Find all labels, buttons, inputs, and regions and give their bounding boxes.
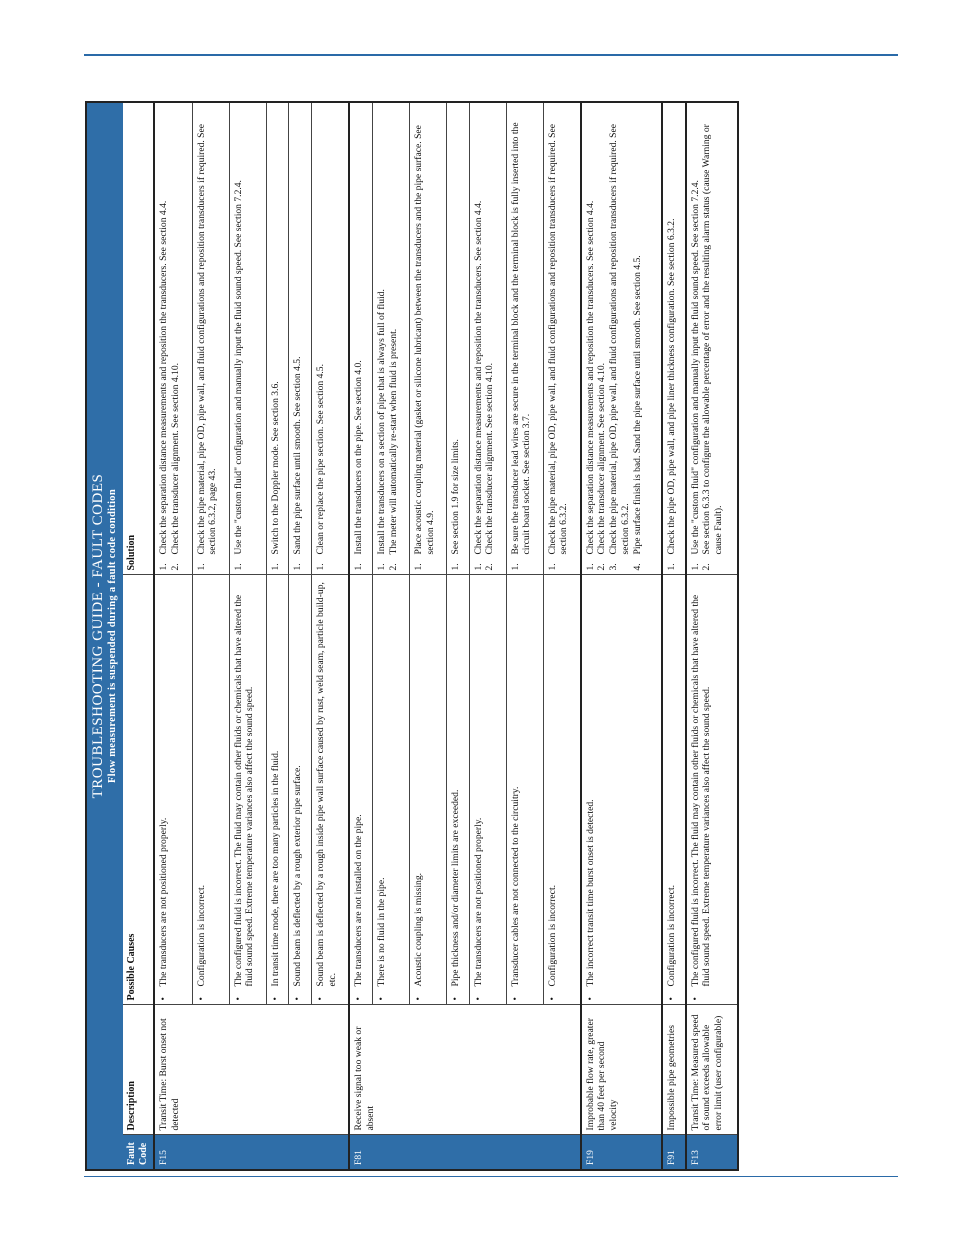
cause-item [510, 580, 522, 1001]
cause-text: The configured fluid is incorrect. The fluid may contain other fluids or chemicals that have altered the fluid sound speed. Extreme temperature variances also affect the sound speed. [232, 594, 256, 987]
possible-cause-cell [229, 575, 266, 1005]
solution-cell [229, 103, 266, 575]
step-number: 1. [546, 563, 558, 571]
step-number: 4. [631, 563, 643, 571]
cause-item [270, 580, 282, 1001]
cause-item [413, 580, 425, 1001]
step-number: 1. [158, 563, 170, 571]
step-number: 1. [232, 563, 244, 571]
solution-step [413, 107, 436, 571]
cause-item [196, 580, 208, 1001]
description-cell: Impossible pipe geometries [662, 1005, 686, 1135]
step-number: 1. [315, 563, 327, 571]
step-text: Sand the pipe surface until smooth. See section 4.5. [292, 356, 304, 555]
cause-item [233, 580, 256, 1001]
possible-cause-cell [312, 575, 350, 1005]
step-number: 2. [484, 563, 496, 571]
step-number: 2. [170, 563, 182, 571]
table-row [581, 103, 662, 1169]
bullet: • [292, 997, 304, 1001]
solution-step [450, 107, 462, 571]
fault-code-cell: F13 [686, 1135, 737, 1169]
step-text: Use the "custom fluid" configuration and manually input the fluid sound speed. See section 7.2.4. [232, 180, 244, 555]
step-number: 1. [292, 563, 304, 571]
table-row [154, 103, 192, 1169]
step-text: See section 6.3.3 to configure the allowable percentage of error and the resulting alarm status (cause Warning or cause Fault). [701, 124, 725, 555]
solution-step [388, 107, 400, 571]
fault-code-cell: F19 [581, 1135, 662, 1169]
cause-text: The transducers are not positioned properly. [472, 817, 484, 987]
bullet: • [689, 997, 701, 1001]
step-number: 1. [195, 563, 207, 571]
possible-cause-cell [543, 575, 581, 1005]
fault-code-cell: F91 [662, 1135, 686, 1169]
solution-cell [154, 103, 192, 575]
cause-text: Sound beam is deflected by a rough inside pipe wall surface caused by rust, weld seam, particle build-up, etc. [315, 582, 338, 987]
cause-text: In transit time mode, there are too many particles in the fluid. [269, 750, 281, 987]
possible-cause-cell [349, 575, 372, 1005]
step-number: 1. [584, 563, 596, 571]
description-cell: Receive signal too weak or absent [349, 1005, 581, 1135]
cause-item [353, 580, 365, 1001]
cause-text: Configuration is incorrect. [665, 884, 677, 987]
table-subtitle: Flow measurement is suspended during a fault code condition [107, 488, 119, 784]
step-number: 1. [509, 563, 521, 571]
cause-text: There is no fluid in the pipe. [375, 877, 387, 987]
step-text: Check the pipe material, pipe OD, pipe wall, and fluid configurations and reposition transducers if required. See section 6.3.2. [546, 123, 570, 555]
header-fault-code: Fault Code [123, 1135, 154, 1169]
cause-item [690, 580, 713, 1001]
step-number: 3. [608, 563, 620, 571]
solution-cell [506, 103, 543, 575]
step-text: Install the transducers on a section of pipe that is always full of fluid. [375, 289, 387, 555]
step-text: The meter will automatically re-start when fluid is present. [387, 328, 399, 555]
cause-item [292, 580, 304, 1001]
description-cell: Improbable flow rate, greater than 40 feet per second velocity [581, 1005, 662, 1135]
solution-step [376, 107, 388, 571]
solution-cell [289, 103, 312, 575]
table-title-row [87, 103, 123, 1169]
solution-step [585, 107, 597, 571]
table-body [154, 103, 737, 1169]
solution-cell [372, 103, 409, 575]
troubleshooting-table [85, 101, 739, 1171]
possible-cause-cell [469, 575, 506, 1005]
step-number: 1. [353, 563, 365, 571]
solution-step [315, 107, 327, 571]
solution-step [510, 107, 533, 571]
solution-step [632, 107, 644, 571]
step-text: Check the separation distance measurements and reposition the transducers. See section 4.4. [472, 200, 484, 555]
solution-step [608, 107, 631, 571]
solution-step [158, 107, 170, 571]
bullet: • [546, 997, 558, 1001]
possible-cause-cell [409, 575, 446, 1005]
step-number: 2. [596, 563, 608, 571]
solution-step [196, 107, 219, 571]
cause-text: Configuration is incorrect. [195, 884, 207, 987]
solution-cell [409, 103, 446, 575]
description-cell: Transit Time: Measured speed of sound exceeds allowable error limit (user configurable) [686, 1005, 737, 1135]
step-text: Use the "custom fluid" configuration and manually input the fluid sound speed. See section 7.2.4. [689, 180, 701, 555]
bullet: • [472, 997, 484, 1001]
step-text: Be sure the transducer lead wires are secure in the terminal block and the terminal block is fully inserted into the circuit board socket. See section 3.7. [509, 122, 533, 555]
bullet: • [232, 997, 244, 1001]
possible-cause-cell [289, 575, 312, 1005]
solution-step [170, 107, 182, 571]
step-number: 1. [449, 563, 461, 571]
step-text: Place acoustic coupling material (gasket or silicone lubricant) between the transducers and the pipe surface. See section 4.9. [412, 125, 436, 555]
solution-cell [266, 103, 289, 575]
table-row [686, 103, 737, 1169]
column-header-row [123, 103, 154, 1169]
bullet: • [665, 997, 677, 1001]
table-title: TROUBLESHOOTING GUIDE - FAULT CODES [90, 473, 106, 799]
step-text: Check the transducer alignment. See section 4.10. [596, 362, 608, 555]
bullet: • [375, 997, 387, 1001]
bullet: • [584, 997, 596, 1001]
solution-step [292, 107, 304, 571]
cause-item [450, 580, 462, 1001]
solution-step [484, 107, 496, 571]
header-description: Description [123, 1005, 154, 1135]
solution-step [353, 107, 365, 571]
step-number: 2. [701, 563, 713, 571]
step-text: Clean or replace the pipe section. See section 4.5. [315, 364, 327, 555]
table-row [349, 103, 372, 1169]
solution-cell [312, 103, 350, 575]
cause-text: Transducer cables are not connected to the circuitry. [509, 786, 521, 987]
cause-text: Pipe thickness and/or diameter limits are exceeded. [449, 789, 461, 987]
step-text: Check the separation distance measurements and reposition the transducers. See section 4.4. [584, 200, 596, 555]
possible-cause-cell [662, 575, 686, 1005]
step-number: 1. [689, 563, 701, 571]
step-text: Install the transducers on the pipe. See section 4.0. [353, 360, 365, 555]
solution-step [233, 107, 245, 571]
step-number: 1. [375, 563, 387, 571]
step-text: Check the pipe material, pipe OD, pipe wall, and fluid configurations and reposition transducers if required. See section 6.3.2. [608, 123, 631, 555]
cause-item [585, 580, 597, 1001]
bullet: • [412, 997, 424, 1001]
step-text: Pipe surface finish is bad. Sand the pipe surface until smooth. See section 4.5. [631, 255, 643, 555]
bullet: • [195, 997, 207, 1001]
solution-cell [192, 103, 229, 575]
possible-cause-cell [372, 575, 409, 1005]
step-number: 1. [472, 563, 484, 571]
solution-step [701, 107, 724, 571]
header-solution: Solution [123, 103, 154, 575]
possible-cause-cell [446, 575, 469, 1005]
cause-item [547, 580, 559, 1001]
fault-code-table [87, 103, 737, 1169]
solution-step [473, 107, 485, 571]
solution-cell [581, 103, 662, 575]
possible-cause-cell [581, 575, 662, 1005]
possible-cause-cell [154, 575, 192, 1005]
possible-cause-cell [266, 575, 289, 1005]
cause-text: Configuration is incorrect. [546, 884, 558, 987]
step-text: Check the separation distance measurements and reposition the transducers. See section 4.4. [158, 200, 170, 555]
solution-step [547, 107, 570, 571]
step-text: Switch to the Doppler mode. See section 3.6. [269, 381, 281, 555]
bullet: • [158, 997, 170, 1001]
cause-text: The incorrect transit time burst onset is detected. [584, 799, 596, 987]
bullet: • [269, 997, 281, 1001]
step-number: 1. [269, 563, 281, 571]
cause-text: The configured fluid is incorrect. The fluid may contain other fluids or chemicals that have altered the fluid sound speed. Extreme temperature variances also affect the sound speed. [689, 594, 713, 987]
step-text: Check the transducer alignment. See section 4.10. [484, 362, 496, 555]
solution-step [690, 107, 702, 571]
header-rule [84, 54, 898, 56]
possible-cause-cell [192, 575, 229, 1005]
table-title-cell [87, 103, 123, 1169]
header-possible-causes: Possible Causes [123, 575, 154, 1005]
possible-cause-cell [686, 575, 737, 1005]
cause-item [376, 580, 388, 1001]
step-number: 1. [412, 563, 424, 571]
cause-item [666, 580, 678, 1001]
step-number: 1. [665, 563, 677, 571]
step-text: Check the transducer alignment. See section 4.10. [170, 362, 182, 555]
fault-code-cell: F81 [349, 1135, 581, 1169]
bullet: • [509, 997, 521, 1001]
cause-text: The transducers are not positioned properly. [158, 817, 170, 987]
solution-step [596, 107, 608, 571]
solution-cell [543, 103, 581, 575]
cause-text: The transducers are not installed on the pipe. [353, 814, 365, 987]
possible-cause-cell [506, 575, 543, 1005]
solution-cell [686, 103, 737, 575]
cause-item [158, 580, 170, 1001]
solution-step [270, 107, 282, 571]
solution-cell [446, 103, 469, 575]
cause-item [473, 580, 485, 1001]
cause-text: Sound beam is deflected by a rough exterior pipe surface. [292, 765, 304, 987]
table-row [662, 103, 686, 1169]
bullet: • [315, 997, 327, 1001]
cause-text: Acoustic coupling is missing. [412, 872, 424, 987]
step-number: 2. [387, 563, 399, 571]
cause-item [315, 580, 338, 1001]
step-text: See section 1.9 for size limits. [449, 439, 461, 555]
footer-rule [84, 1176, 898, 1177]
solution-step [666, 107, 678, 571]
description-cell: Transit Time: Burst onset not detected [154, 1005, 349, 1135]
bullet: • [353, 997, 365, 1001]
solution-cell [349, 103, 372, 575]
solution-cell [662, 103, 686, 575]
step-text: Check the pipe material, pipe OD, pipe wall, and fluid configurations and reposition transducers if required. See section 6.3.2, page 43. [195, 123, 219, 555]
solution-cell [469, 103, 506, 575]
bullet: • [449, 997, 461, 1001]
fault-code-cell: F15 [154, 1135, 349, 1169]
step-text: Check the pipe OD, pipe wall, and pipe liner thickness configuration. See section 6.3.2. [665, 218, 677, 555]
